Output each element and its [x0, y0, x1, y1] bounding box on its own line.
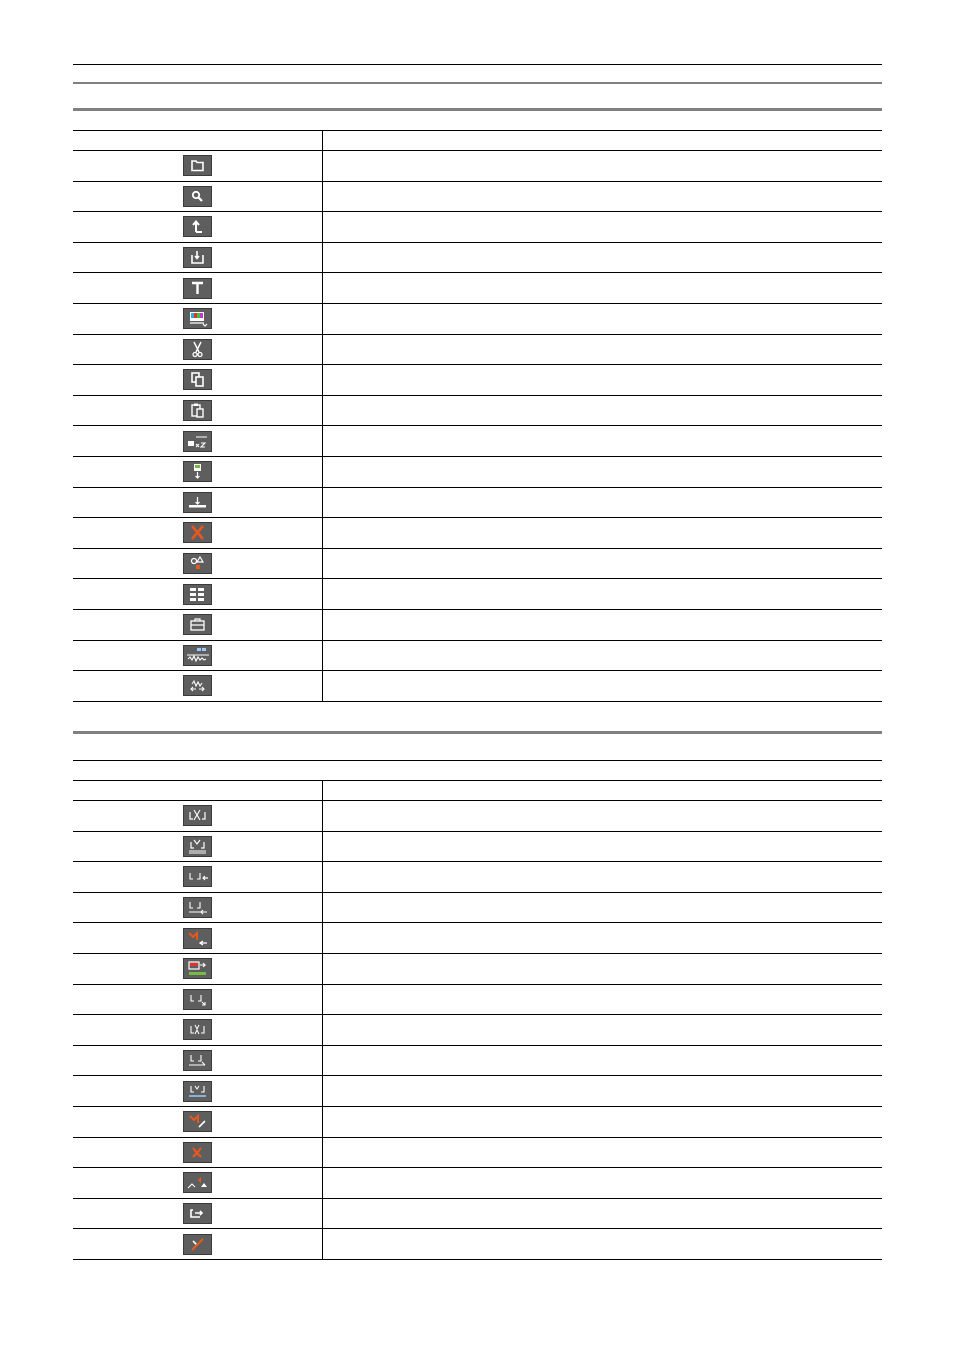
row-description — [323, 487, 883, 518]
header-icon-column — [73, 781, 323, 801]
row-description — [323, 801, 883, 832]
title-text-icon — [183, 278, 212, 299]
row-description — [323, 334, 883, 365]
table-row — [73, 1106, 882, 1137]
audio-sync-icon — [183, 675, 212, 696]
table-row — [73, 923, 882, 954]
folder-icon — [183, 155, 212, 176]
up-arrow-icon — [183, 216, 212, 237]
header-icon-column — [73, 131, 323, 151]
row-description — [323, 923, 883, 954]
trim-left-underline-icon — [183, 897, 212, 918]
row-description — [323, 242, 883, 273]
ripple-delete-icon — [183, 1142, 212, 1163]
table-row — [73, 151, 882, 182]
table-row — [73, 303, 882, 334]
table-row — [73, 640, 882, 671]
row-description — [323, 579, 883, 610]
trim-both-icon — [183, 805, 212, 826]
row-description — [323, 953, 883, 984]
row-description — [323, 892, 883, 923]
row-description — [323, 609, 883, 640]
row-description — [323, 1045, 883, 1076]
row-description — [323, 395, 883, 426]
row-description — [323, 548, 883, 579]
row-description — [323, 1198, 883, 1229]
table-row — [73, 1076, 882, 1107]
rename-icon — [183, 431, 212, 452]
table-header — [73, 131, 882, 151]
section1-title-rule — [73, 82, 882, 84]
section1-heading-rule — [73, 108, 882, 111]
table-row — [73, 609, 882, 640]
table-row — [73, 426, 882, 457]
table-row — [73, 671, 882, 702]
row-description — [323, 1106, 883, 1137]
row-description — [323, 518, 883, 549]
trim-in-underline-icon — [183, 1050, 212, 1071]
audio-waveform-icon — [183, 645, 212, 666]
table-row — [73, 953, 882, 984]
table-row — [73, 242, 882, 273]
row-description — [323, 1015, 883, 1046]
table-row — [73, 892, 882, 923]
row-description — [323, 456, 883, 487]
table-header — [73, 781, 882, 801]
overwrite-icon — [183, 492, 212, 513]
table-row — [73, 273, 882, 304]
export-icon — [183, 247, 212, 268]
copy-icon — [183, 369, 212, 390]
table-row — [73, 334, 882, 365]
row-description — [323, 640, 883, 671]
delete-icon — [183, 522, 212, 543]
row-description — [323, 303, 883, 334]
table-row — [73, 579, 882, 610]
color-bars-icon — [183, 308, 212, 329]
table-row — [73, 1198, 882, 1229]
table-row — [73, 548, 882, 579]
table-row — [73, 518, 882, 549]
table-row — [73, 456, 882, 487]
shapes-icon — [183, 553, 212, 574]
table-row — [73, 365, 882, 396]
table-row — [73, 1229, 882, 1260]
top-rule — [73, 64, 882, 65]
row-description — [323, 181, 883, 212]
trim-in-icon — [183, 989, 212, 1010]
trim-left-icon — [183, 866, 212, 887]
row-description — [323, 862, 883, 893]
header-description-column — [323, 131, 883, 151]
insert-clip-icon — [183, 461, 212, 482]
table-row — [73, 1015, 882, 1046]
table-row — [73, 984, 882, 1015]
row-description — [323, 1076, 883, 1107]
row-description — [323, 1229, 883, 1260]
table-row — [73, 801, 882, 832]
table-row — [73, 831, 882, 862]
table-row — [73, 862, 882, 893]
table-row — [73, 1168, 882, 1199]
header-description-column — [323, 781, 883, 801]
row-description — [323, 1137, 883, 1168]
table-row — [73, 181, 882, 212]
row-description — [323, 1168, 883, 1199]
trim-both-underline-icon — [183, 836, 212, 857]
paste-icon — [183, 400, 212, 421]
table-row — [73, 487, 882, 518]
search-icon — [183, 186, 212, 207]
ripple-left-icon — [183, 928, 212, 949]
section2-title-rule — [73, 760, 882, 761]
section2-table — [73, 780, 882, 1260]
table-row — [73, 395, 882, 426]
link-arrow-icon — [183, 1203, 212, 1224]
table-row — [73, 1137, 882, 1168]
row-description — [323, 151, 883, 182]
section1-table — [73, 130, 882, 702]
table-row — [73, 212, 882, 243]
scissors-icon — [183, 339, 212, 360]
row-description — [323, 831, 883, 862]
row-description — [323, 273, 883, 304]
briefcase-icon — [183, 614, 212, 635]
grid-view-icon — [183, 584, 212, 605]
replace-clip-icon — [183, 958, 212, 979]
ripple-edit-icon — [183, 1111, 212, 1132]
row-description — [323, 426, 883, 457]
row-description — [323, 212, 883, 243]
keyframe-icon — [183, 1172, 212, 1193]
table-row — [73, 1045, 882, 1076]
section2-heading-rule — [73, 731, 882, 734]
row-description — [323, 671, 883, 702]
disable-icon — [183, 1234, 212, 1255]
trim-out-icon — [183, 1019, 212, 1040]
row-description — [323, 365, 883, 396]
row-description — [323, 984, 883, 1015]
trim-out-underline-icon — [183, 1081, 212, 1102]
